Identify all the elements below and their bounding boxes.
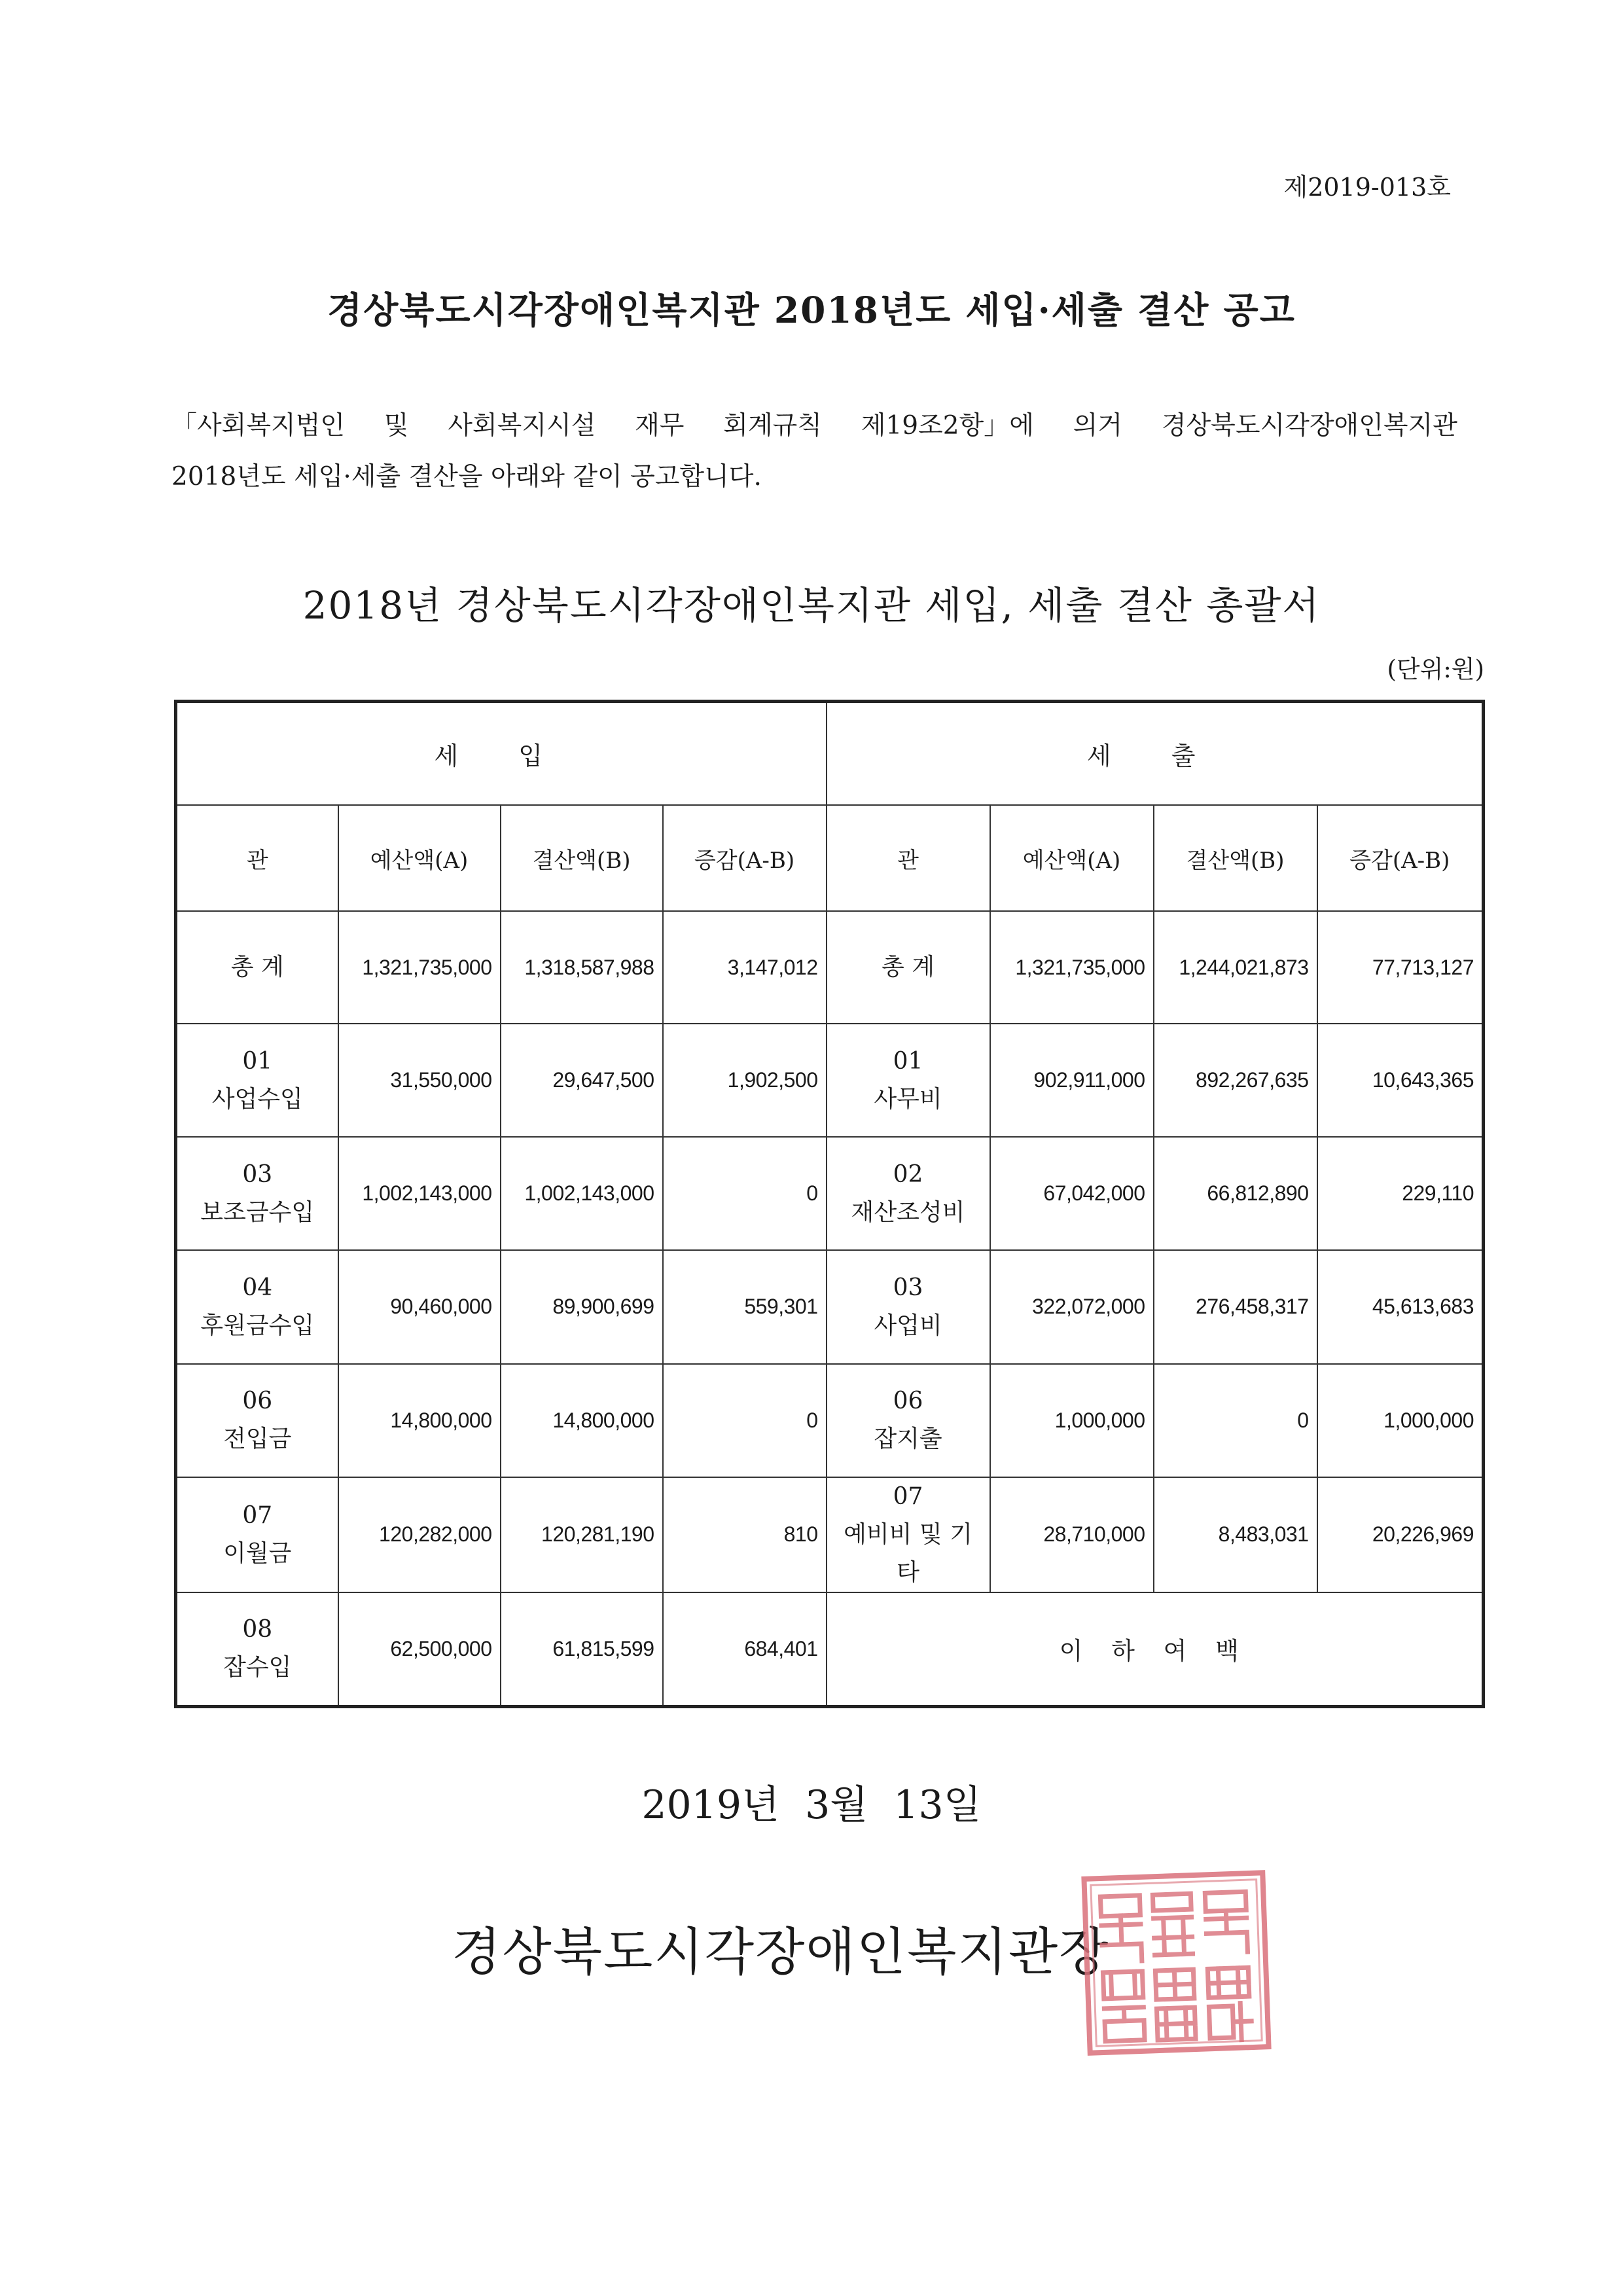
category-code: 06 <box>242 1388 273 1415</box>
expense-settled: 8,483,031 <box>1154 1477 1317 1592</box>
category-code: 01 <box>893 1047 923 1075</box>
revenue-category <box>176 1364 338 1477</box>
table-row <box>176 1364 1484 1477</box>
category-name: 사무비 <box>874 1085 942 1113</box>
category-name: 예비비 및 기타 <box>844 1520 972 1586</box>
settlement-table <box>174 700 1485 1708</box>
signer-name: 경상북도시각장애인복지관장 <box>452 1923 1110 1982</box>
column-header-diff: 증감(A-B) <box>663 805 827 911</box>
category-name: 보조금수입 <box>200 1198 315 1226</box>
intro-word: 경상북도시각장애인복지관 <box>1161 411 1457 440</box>
category-name: 후원금수입 <box>200 1312 315 1339</box>
category-code: 07 <box>893 1482 923 1510</box>
intro-word: 재무 <box>635 411 685 440</box>
revenue-category <box>176 911 338 1024</box>
blank-remainder-note: 이 하 여 백 <box>827 1592 1484 1707</box>
revenue-budget: 31,550,000 <box>338 1024 501 1137</box>
expense-budget: 28,710,000 <box>990 1477 1154 1592</box>
revenue-diff: 0 <box>663 1364 827 1477</box>
expense-settled: 66,812,890 <box>1154 1137 1317 1250</box>
revenue-diff: 559,301 <box>663 1250 827 1363</box>
category-name: 총 계 <box>882 954 935 981</box>
revenue-category <box>176 1137 338 1250</box>
category-name: 잡수입 <box>223 1654 292 1681</box>
intro-word: 회계규칙 <box>723 411 822 440</box>
column-header-budget: 예산액(A) <box>990 805 1154 911</box>
expense-diff: 229,110 <box>1317 1137 1484 1250</box>
table-title: 2018년 경상북도시각장애인복지관 세입, 세출 결산 총괄서 <box>302 583 1321 628</box>
intro-line-2: 2018년도 세입·세출 결산을 아래와 같이 공고합니다. <box>171 462 762 492</box>
expense-budget: 1,000,000 <box>990 1364 1154 1477</box>
revenue-category <box>176 1024 338 1137</box>
table-row-total <box>176 911 1484 1024</box>
expense-budget: 67,042,000 <box>990 1137 1154 1250</box>
intro-word: 및 <box>383 411 409 440</box>
table-row <box>176 1592 1484 1707</box>
table-row <box>176 1477 1484 1592</box>
intro-word: 의거 <box>1073 411 1123 440</box>
revenue-category <box>176 1592 338 1707</box>
revenue-diff: 810 <box>663 1477 827 1592</box>
category-name: 사업비 <box>874 1312 942 1339</box>
expense-settled: 0 <box>1154 1364 1317 1477</box>
category-name: 총 계 <box>230 954 284 981</box>
expense-diff: 45,613,683 <box>1317 1250 1484 1363</box>
category-code: 03 <box>893 1274 923 1301</box>
column-header-settled: 결산액(B) <box>1154 805 1317 911</box>
intro-paragraph <box>171 401 1457 503</box>
category-code: 04 <box>242 1274 273 1301</box>
expense-budget: 902,911,000 <box>990 1024 1154 1137</box>
column-header-diff: 증감(A-B) <box>1317 805 1484 911</box>
category-name: 재산조성비 <box>851 1198 965 1226</box>
expense-budget: 322,072,000 <box>990 1250 1154 1363</box>
category-code: 06 <box>893 1388 923 1415</box>
category-code: 07 <box>242 1501 273 1529</box>
revenue-diff: 1,902,500 <box>663 1024 827 1137</box>
expense-settled: 892,267,635 <box>1154 1024 1317 1137</box>
category-code: 08 <box>242 1616 273 1643</box>
revenue-budget: 62,500,000 <box>338 1592 501 1707</box>
table-row <box>176 1137 1484 1250</box>
expense-settled: 1,244,021,873 <box>1154 911 1317 1024</box>
revenue-diff: 0 <box>663 1137 827 1250</box>
expense-diff: 20,226,969 <box>1317 1477 1484 1592</box>
expense-diff: 1,000,000 <box>1317 1364 1484 1477</box>
column-header-settled: 결산액(B) <box>501 805 663 911</box>
revenue-budget: 90,460,000 <box>338 1250 501 1363</box>
expense-header: 세 출 <box>827 702 1484 806</box>
expense-category <box>827 1250 990 1363</box>
unit-label: (단위:원) <box>1387 655 1484 683</box>
revenue-settled: 1,002,143,000 <box>501 1137 663 1250</box>
category-name: 잡지출 <box>874 1426 942 1453</box>
category-name: 사업수입 <box>211 1085 303 1113</box>
revenue-category <box>176 1477 338 1592</box>
category-code: 01 <box>242 1047 273 1075</box>
revenue-budget: 1,002,143,000 <box>338 1137 501 1250</box>
revenue-budget: 14,800,000 <box>338 1364 501 1477</box>
column-header-budget: 예산액(A) <box>338 805 501 911</box>
revenue-category <box>176 1250 338 1363</box>
revenue-header: 세 입 <box>176 702 827 806</box>
intro-word: 제19조2항」에 <box>861 411 1034 440</box>
expense-category <box>827 1364 990 1477</box>
revenue-budget: 120,282,000 <box>338 1477 501 1592</box>
expense-category <box>827 1024 990 1137</box>
issue-date: 2019년 3월 13일 <box>641 1782 982 1828</box>
official-seal-icon <box>1080 1869 1273 2057</box>
intro-word: 사회복지시설 <box>448 411 596 440</box>
expense-diff: 10,643,365 <box>1317 1024 1484 1137</box>
expense-category <box>827 1477 990 1592</box>
column-header-category: 관 <box>827 805 990 911</box>
intro-line-1 <box>171 401 1457 452</box>
revenue-budget: 1,321,735,000 <box>338 911 501 1024</box>
revenue-settled: 29,647,500 <box>501 1024 663 1137</box>
intro-word: 「사회복지법인 <box>171 411 346 440</box>
category-name: 이월금 <box>223 1539 292 1567</box>
category-name: 전입금 <box>223 1426 292 1453</box>
column-header-category: 관 <box>176 805 338 911</box>
category-code: 02 <box>893 1160 923 1188</box>
expense-category <box>827 1137 990 1250</box>
revenue-settled: 61,815,599 <box>501 1592 663 1707</box>
revenue-settled: 14,800,000 <box>501 1364 663 1477</box>
table-row <box>176 1250 1484 1363</box>
category-code: 03 <box>242 1160 273 1188</box>
revenue-settled: 89,900,699 <box>501 1250 663 1363</box>
table-row <box>176 1024 1484 1137</box>
expense-diff: 77,713,127 <box>1317 911 1484 1024</box>
revenue-diff: 684,401 <box>663 1592 827 1707</box>
expense-budget: 1,321,735,000 <box>990 911 1154 1024</box>
revenue-settled: 120,281,190 <box>501 1477 663 1592</box>
expense-settled: 276,458,317 <box>1154 1250 1317 1363</box>
document-number: 제2019-013호 <box>1283 173 1451 202</box>
revenue-settled: 1,318,587,988 <box>501 911 663 1024</box>
expense-category <box>827 911 990 1024</box>
page-title: 경상북도시각장애인복지관 2018년도 세입·세출 결산 공고 <box>327 289 1296 331</box>
revenue-diff: 3,147,012 <box>663 911 827 1024</box>
